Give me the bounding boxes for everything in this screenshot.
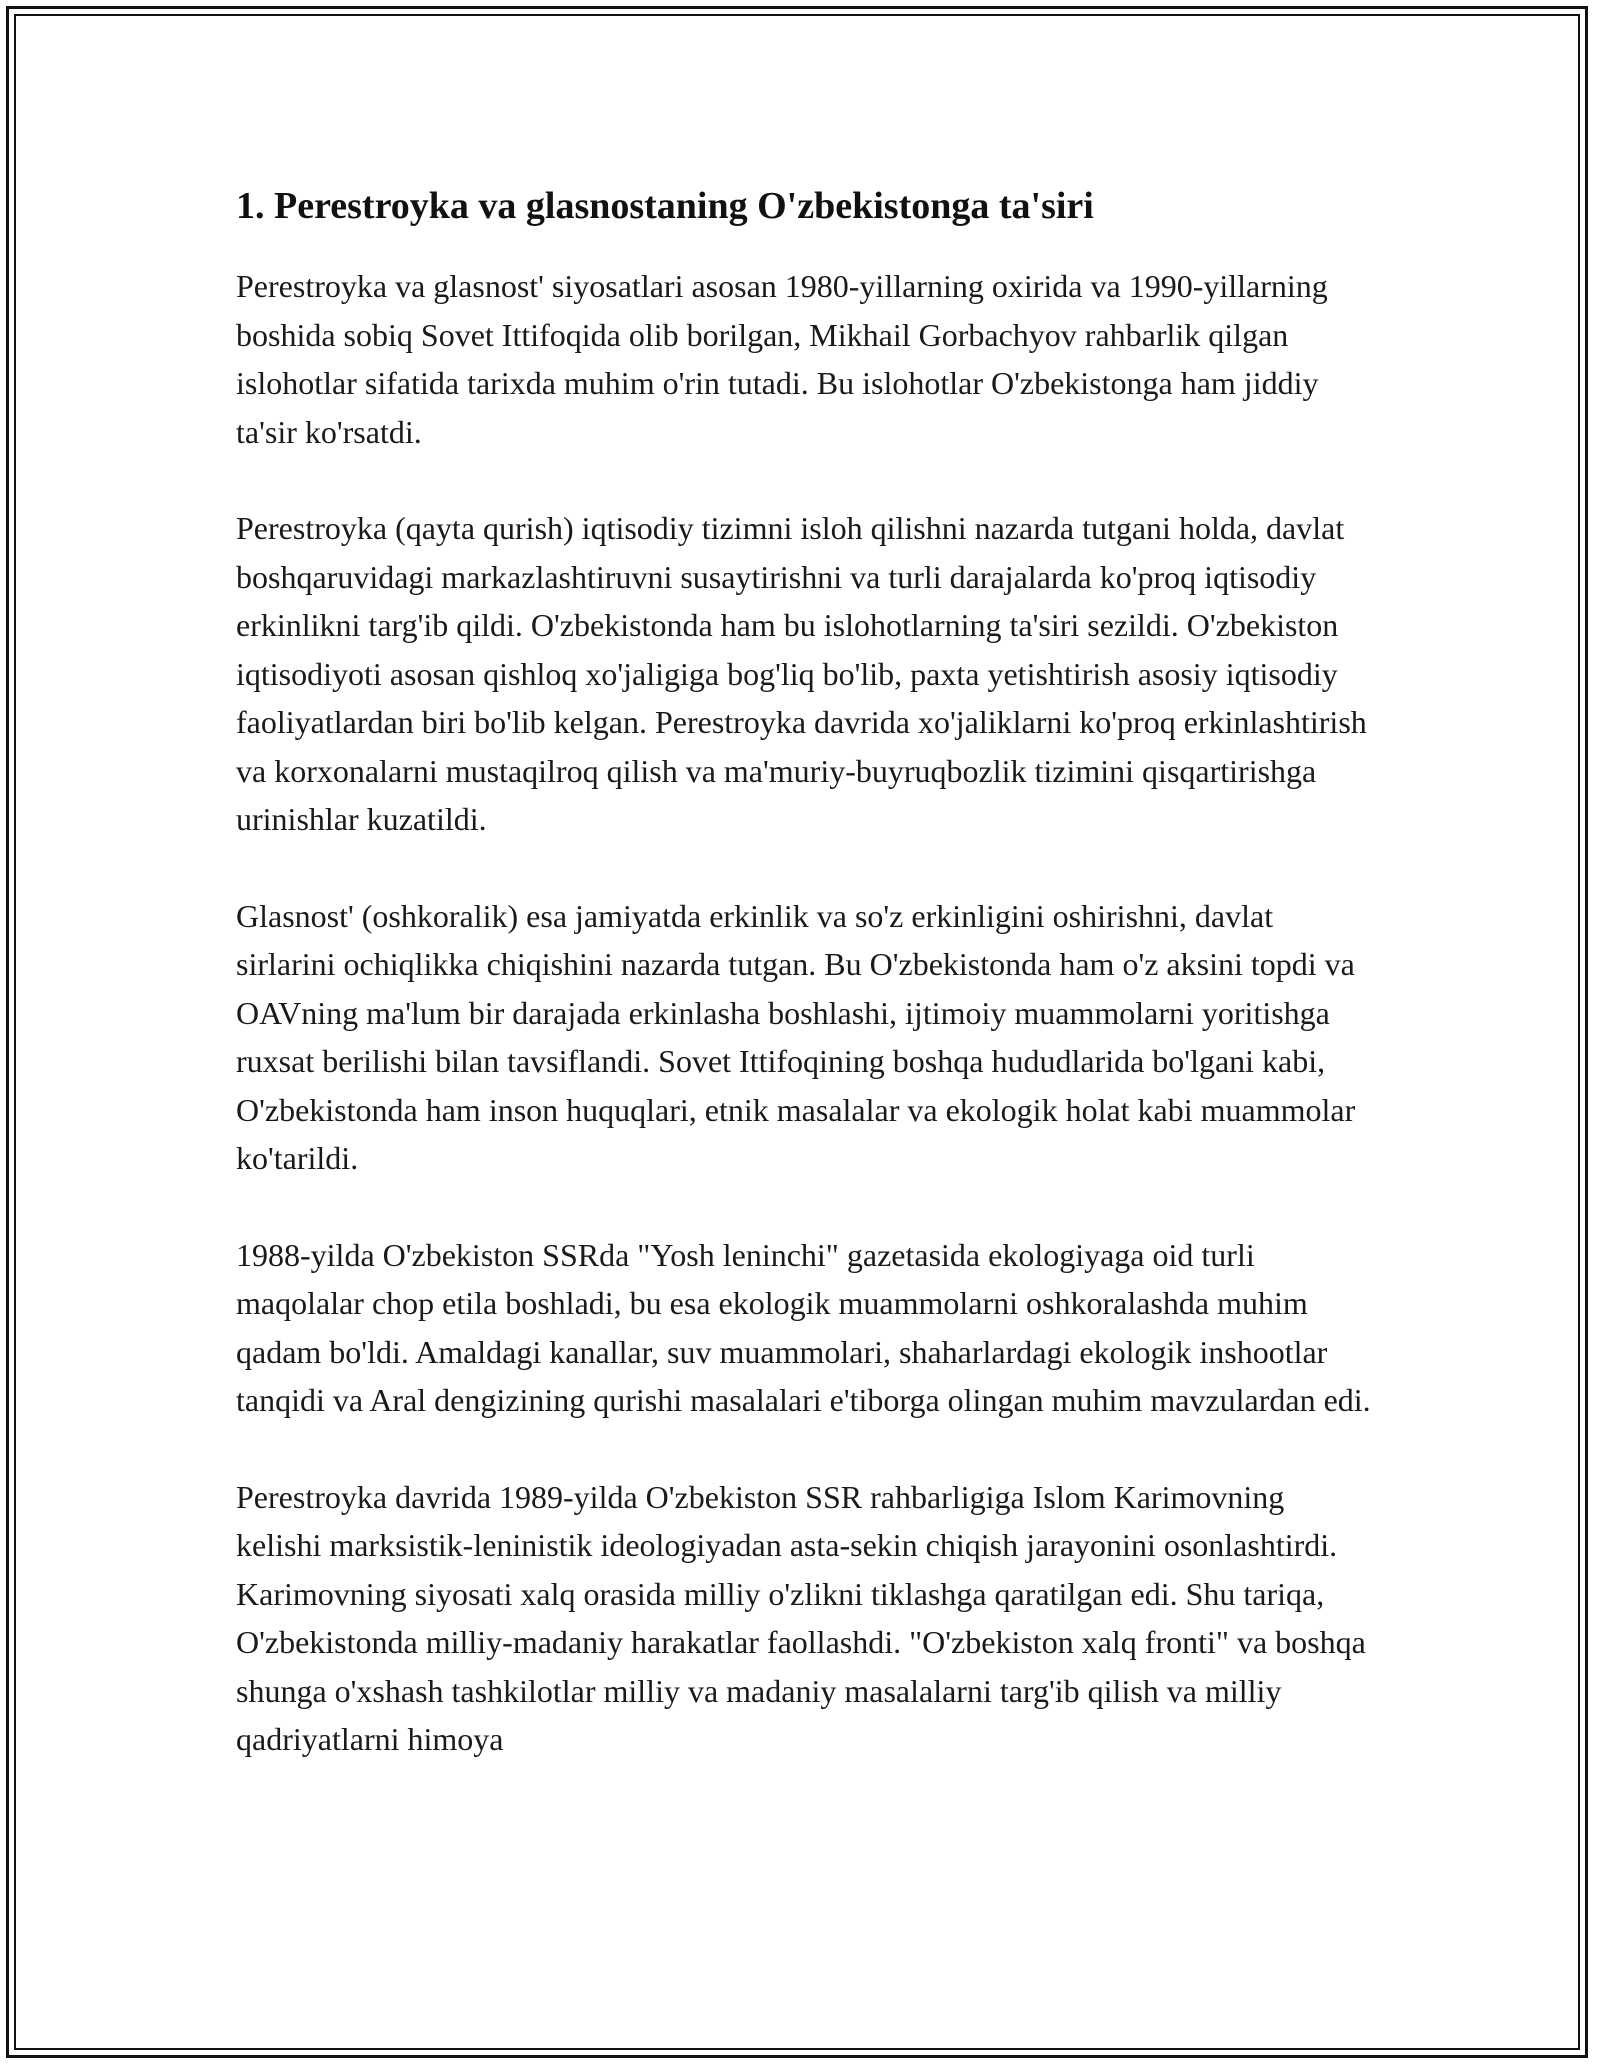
paragraph-5: Perestroyka davrida 1989-yilda O'zbekiston SSR rahbarligiga Islom Karimovning kelishi marksistik-leninistik ideologiyadan asta-sekin chiqish jarayonini osonlashtirdi. Karimovning siyosati xalq orasida milliy o'zlikni tiklashga qaratilgan edi. Shu tariqa, O'zbekistonda milliy-madaniy harakatlar faollashdi. "O'zbekiston xalq fronti" va boshqa shunga o'xshash tashkilotlar milliy va madaniy masalalarni targ'ib qilish va milliy qadriyatlarni himoya (236, 1478, 1366, 1757)
paragraph-3: Glasnost' (oshkoralik) esa jamiyatda erkinlik va so'z erkinligini oshirishni, davlat sirlarini ochiqlikka chiqishini nazarda tutgan. Bu O'zbekistonda ham o'z aksini topdi va OAVning ma'lum bir darajada erkinlasha boshlashi, ijtimoiy muammolarni yoritishga ruxsat berilishi bilan tavsiflandi. Sovet Ittifoqining boshqa hududlarida bo'lgani kabi, O'zbekistonda ham inson huquqlari, etnik masalalar va ekologik holat kabi muammolar ko'tarildi. (236, 897, 1356, 1176)
section-heading: 1. Perestroyka va glasnostaning O'zbekistonga ta'siri (236, 185, 1094, 227)
paragraph-1: Perestroyka va glasnost' siyosatlari asosan 1980-yillarning oxirida va 1990-yillarning boshida sobiq Sovet Ittifoqida olib borilgan, Mikhail Gorbachyov rahbarlik qilgan islohotlar sifatida tarixda muhim o'rin tutadi. Bu islohotlar O'zbekistonga ham jiddiy ta'sir ko'rsatdi. (236, 268, 1328, 450)
paragraph-2: Perestroyka (qayta qurish) iqtisodiy tizimni isloh qilishni nazarda tutgani holda, davlat boshqaruvidagi markazlashtiruvni susaytirishni va turli darajalarda ko'proq iqtisodiy erkinlikni targ'ib qildi. O'zbekistonda ham bu islohotlarning ta'siri sezildi. O'zbekiston iqtisodiyoti asosan qishloq xo'jaligiga bog'liq bo'lib, paxta yetishtirish asosiy iqtisodiy faoliyatlardan biri bo'lib kelgan. Perestroyka davrida xo'jaliklarni ko'proq erkinlashtirish va korxonalarni mustaqilroq qilish va ma'muriy-buyruqbozlik tizimini qisqartirishga urinishlar kuzatildi. (236, 510, 1367, 837)
paragraph-4: 1988-yilda O'zbekiston SSRda "Yosh leninchi" gazetasida ekologiyaga oid turli maqolalar chop etila boshladi, bu esa ekologik muammolarni oshkoralashda muhim qadam bo'ldi. Amaldagi kanallar, suv muammolari, shaharlardagi ekologik inshootlar tanqidi va Aral dengizining qurishi masalalari e'tiborga olingan muhim mavzulardan edi. (236, 1236, 1371, 1418)
document-body (236, 184, 1376, 1812)
